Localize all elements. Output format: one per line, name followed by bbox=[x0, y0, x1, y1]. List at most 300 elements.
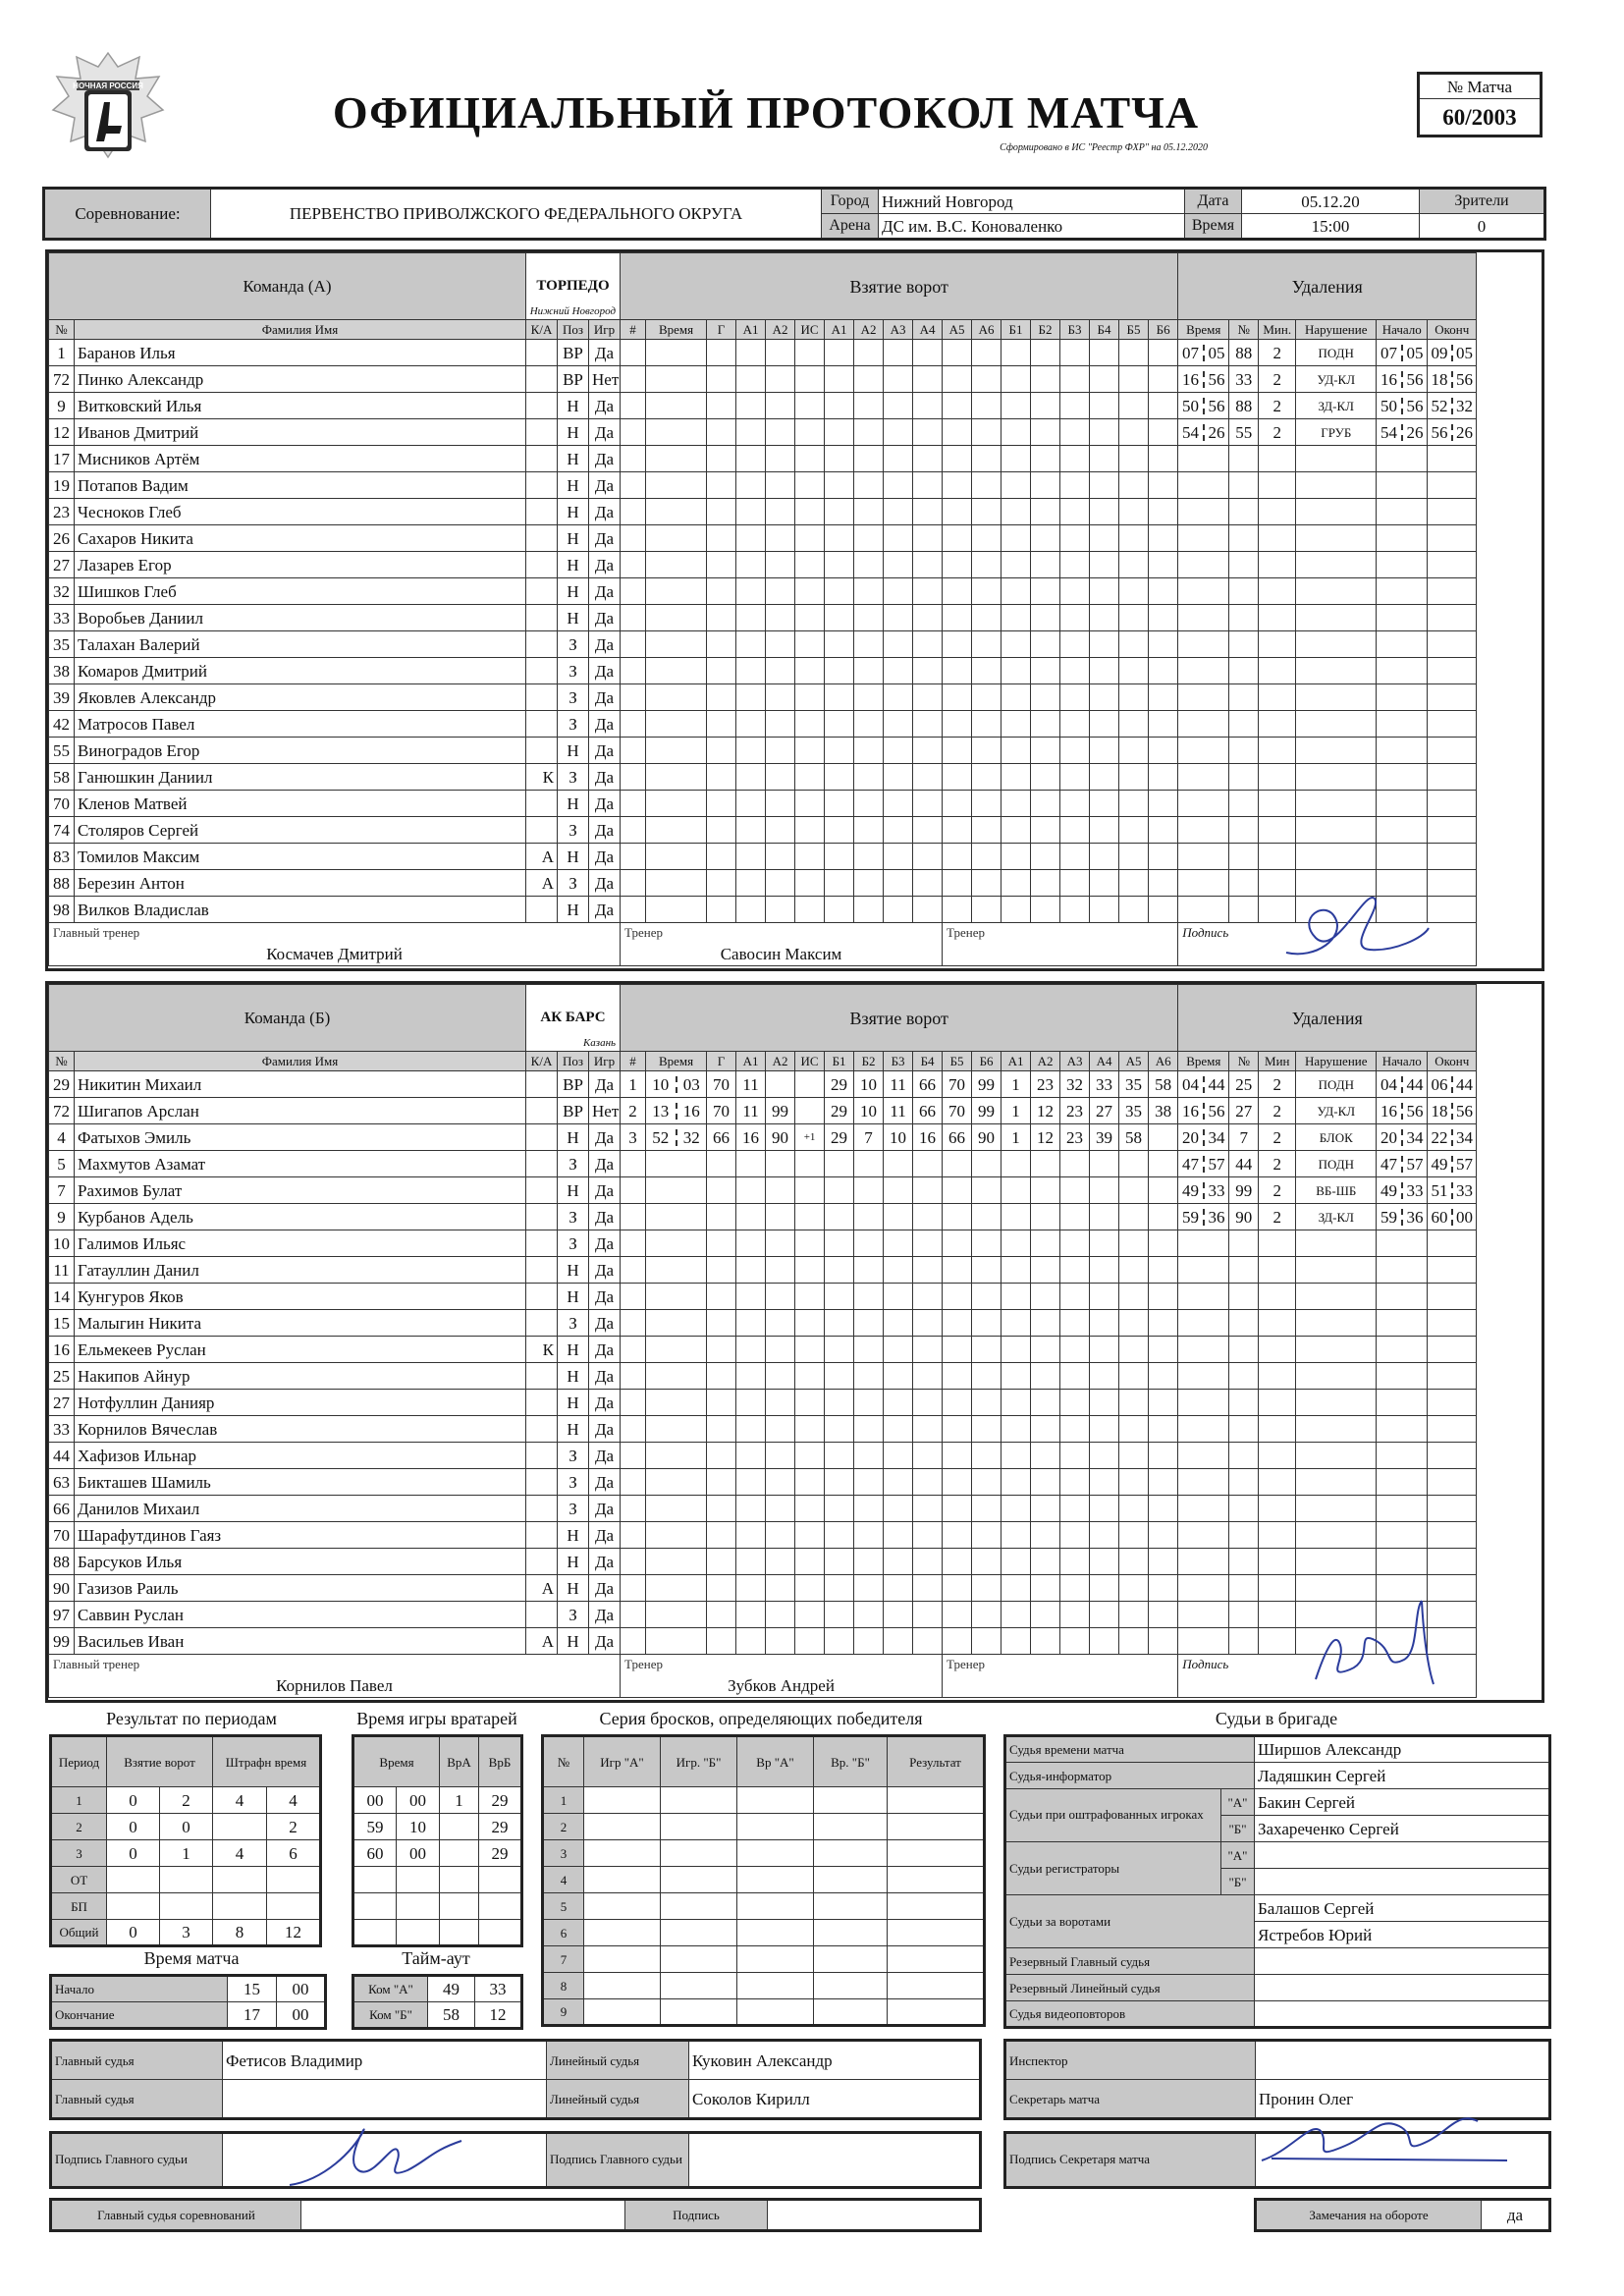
goal-on-ice bbox=[854, 844, 884, 870]
penalty-end-split bbox=[1428, 1129, 1476, 1146]
penalty-time bbox=[1178, 1522, 1229, 1549]
player-name: Саввин Руслан bbox=[75, 1602, 526, 1628]
player-captain-flag bbox=[526, 1124, 558, 1151]
goal-on-ice bbox=[1031, 1575, 1060, 1602]
penalty-end-sec: 05 bbox=[1456, 343, 1474, 362]
goal-time-split bbox=[646, 1129, 706, 1146]
penalty-time bbox=[1178, 1416, 1229, 1443]
penalty-infraction bbox=[1296, 1230, 1377, 1257]
goal-detail bbox=[766, 658, 795, 684]
goal-on-ice bbox=[1149, 1151, 1178, 1177]
goal-on-ice bbox=[1149, 1310, 1178, 1337]
team-a-block bbox=[45, 249, 1544, 971]
goal-time bbox=[646, 1177, 707, 1204]
goal-on-ice bbox=[1001, 1151, 1031, 1177]
goal-on-ice bbox=[913, 1416, 943, 1443]
goal-number bbox=[621, 1204, 646, 1230]
goal-on-ice bbox=[943, 844, 972, 870]
goal-on-ice bbox=[972, 1177, 1001, 1204]
penalty-minutes: 2 bbox=[1259, 340, 1296, 366]
table-row bbox=[49, 1177, 1477, 1204]
penalty-infraction bbox=[1296, 552, 1377, 578]
player-number: 83 bbox=[49, 844, 75, 870]
goal-on-ice bbox=[884, 1522, 913, 1549]
goal-detail bbox=[707, 791, 736, 817]
goal-number bbox=[621, 1390, 646, 1416]
player-captain-flag bbox=[526, 578, 558, 605]
goal-detail bbox=[707, 366, 736, 393]
goal-on-ice bbox=[1060, 1363, 1090, 1390]
goal-on-ice bbox=[943, 1628, 972, 1655]
player-captain-flag: К bbox=[526, 764, 558, 791]
goal-detail bbox=[766, 897, 795, 923]
player-number: 44 bbox=[49, 1443, 75, 1469]
shootout-cell bbox=[584, 1920, 661, 1946]
goal-on-ice bbox=[884, 738, 913, 764]
period-value: 0 bbox=[107, 1840, 160, 1867]
goal-time bbox=[646, 844, 707, 870]
goal-detail bbox=[736, 419, 766, 446]
reserve-line-ref-label: Резервный Линейный судья bbox=[1005, 1975, 1255, 2001]
shootout-cell bbox=[661, 1840, 737, 1867]
penalty-time-min: 54 bbox=[1178, 424, 1205, 441]
player-name: Корнилов Вячеслав bbox=[75, 1416, 526, 1443]
goal-on-ice bbox=[884, 1469, 913, 1496]
team-b-block bbox=[45, 981, 1544, 1703]
goal-on-ice bbox=[1060, 1151, 1090, 1177]
player-number: 4 bbox=[49, 1124, 75, 1151]
shootout-number: 8 bbox=[543, 1973, 584, 1999]
penalty-start-sec: 56 bbox=[1406, 1101, 1424, 1121]
goal-detail bbox=[766, 446, 795, 472]
goal-on-ice bbox=[825, 1363, 854, 1390]
shootout-cell bbox=[661, 1787, 737, 1814]
period-row bbox=[51, 1867, 321, 1893]
table-row bbox=[49, 631, 1477, 658]
goal-number bbox=[621, 446, 646, 472]
goal-on-ice bbox=[1119, 605, 1149, 631]
goal-on-ice bbox=[1001, 1204, 1031, 1230]
goal-on-ice bbox=[854, 870, 884, 897]
penalty-infraction: ЗД-КЛ bbox=[1296, 393, 1377, 419]
competition-referee-table bbox=[49, 2198, 982, 2232]
goal-on-ice bbox=[825, 499, 854, 525]
goal-on-ice bbox=[854, 658, 884, 684]
goal-on-ice bbox=[1031, 1151, 1060, 1177]
shootout-col: Игр. "Б" bbox=[661, 1736, 737, 1787]
goal-on-ice bbox=[972, 764, 1001, 791]
goal-number bbox=[621, 605, 646, 631]
periods-table bbox=[49, 1734, 322, 1947]
player-number: 15 bbox=[49, 1310, 75, 1337]
goal-on-ice bbox=[972, 1469, 1001, 1496]
penalty-end bbox=[1428, 1575, 1477, 1602]
goal-detail bbox=[736, 1363, 766, 1390]
penalty-player bbox=[1229, 658, 1259, 684]
goal-detail bbox=[795, 605, 825, 631]
player-played: Да bbox=[589, 1469, 621, 1496]
penalty-end bbox=[1428, 631, 1477, 658]
penalty-time-sec: 36 bbox=[1208, 1207, 1225, 1227]
goal-detail bbox=[795, 658, 825, 684]
goal-on-ice bbox=[1031, 605, 1060, 631]
goal-on-ice bbox=[1090, 1443, 1119, 1469]
penalty-player bbox=[1229, 1363, 1259, 1390]
goal-on-ice bbox=[854, 1230, 884, 1257]
player-number: 9 bbox=[49, 393, 75, 419]
goal-on-ice: 12 bbox=[1031, 1098, 1060, 1124]
penalty-end bbox=[1428, 419, 1477, 446]
penalty-minutes: 2 bbox=[1259, 1151, 1296, 1177]
shootout-title: Серия бросков, определяющих победителя bbox=[599, 1709, 923, 1728]
goal-on-ice bbox=[1119, 1496, 1149, 1522]
player-captain-flag bbox=[526, 658, 558, 684]
penalty-player bbox=[1229, 1337, 1259, 1363]
registrars-label: Судьи регистраторы bbox=[1005, 1842, 1221, 1895]
player-name: Малыгин Никита bbox=[75, 1310, 526, 1337]
penalty-minutes bbox=[1259, 1257, 1296, 1284]
player-name: Гатауллин Данил bbox=[75, 1257, 526, 1284]
period-value: 2 bbox=[267, 1814, 321, 1840]
goal-on-ice bbox=[1031, 1284, 1060, 1310]
goal-number bbox=[621, 366, 646, 393]
team_a-goal-col-14: Б3 bbox=[1060, 320, 1090, 340]
match-start-label: Начало bbox=[51, 1976, 228, 2002]
period-value: 0 bbox=[107, 1787, 160, 1814]
goal-detail bbox=[795, 1390, 825, 1416]
goal-on-ice bbox=[884, 1230, 913, 1257]
goal-on-ice bbox=[884, 499, 913, 525]
table-row bbox=[49, 366, 1477, 393]
goal-detail bbox=[707, 1628, 736, 1655]
goal-on-ice bbox=[1031, 1390, 1060, 1416]
goal-detail bbox=[707, 1177, 736, 1204]
penalty-start-sec: 56 bbox=[1406, 369, 1424, 389]
shootout-cell bbox=[737, 1867, 814, 1893]
penalty-time-sec: 05 bbox=[1208, 343, 1225, 362]
goal-on-ice bbox=[1001, 1496, 1031, 1522]
penalty-start-min: 07 bbox=[1377, 345, 1403, 361]
goal-on-ice bbox=[913, 658, 943, 684]
penalty-start bbox=[1377, 631, 1428, 658]
goal-on-ice bbox=[884, 684, 913, 711]
team_b-goal-col-13: А2 bbox=[1031, 1052, 1060, 1071]
penalty-infraction bbox=[1296, 844, 1377, 870]
period-value: 12 bbox=[267, 1920, 321, 1946]
team_a-table bbox=[48, 252, 1477, 966]
goal-detail bbox=[707, 817, 736, 844]
match-end-minutes: 00 bbox=[277, 2002, 326, 2029]
team_b-col-play: Игр bbox=[589, 1052, 621, 1071]
goalie-time-table bbox=[352, 1734, 523, 1947]
penalty-time bbox=[1178, 393, 1229, 419]
coach-signature bbox=[1178, 923, 1477, 966]
penalty-time-sec: 34 bbox=[1208, 1127, 1225, 1147]
coach-signature-label: Подпись bbox=[1182, 925, 1229, 940]
penalty-time-split bbox=[1178, 1156, 1228, 1173]
goal-on-ice bbox=[854, 711, 884, 738]
goal-on-ice bbox=[1119, 1522, 1149, 1549]
goal-on-ice bbox=[825, 1151, 854, 1177]
goal-on-ice bbox=[1090, 1177, 1119, 1204]
goal-on-ice bbox=[1119, 684, 1149, 711]
shootout-cell bbox=[737, 1973, 814, 1999]
player-number: 33 bbox=[49, 605, 75, 631]
goal-on-ice bbox=[1149, 1230, 1178, 1257]
player-captain-flag bbox=[526, 1257, 558, 1284]
player-captain-flag bbox=[526, 605, 558, 631]
goal-on-ice bbox=[1119, 1257, 1149, 1284]
goal-time bbox=[646, 1151, 707, 1177]
goal-on-ice bbox=[854, 1177, 884, 1204]
team_b-pen-col-2: Мин bbox=[1259, 1052, 1296, 1071]
period-value: 2 bbox=[160, 1787, 213, 1814]
goal-on-ice bbox=[1060, 844, 1090, 870]
goal-detail bbox=[766, 552, 795, 578]
goal-on-ice bbox=[1031, 446, 1060, 472]
goal-on-ice bbox=[1090, 817, 1119, 844]
goal-on-ice bbox=[972, 1310, 1001, 1337]
team_b-pen-col-5: Оконч bbox=[1428, 1052, 1477, 1071]
penalty-end bbox=[1428, 1363, 1477, 1390]
penalty-minutes bbox=[1259, 870, 1296, 897]
goal-detail bbox=[736, 1284, 766, 1310]
team_a-goal-col-17: Б6 bbox=[1149, 320, 1178, 340]
penalty-start-min: 49 bbox=[1377, 1182, 1403, 1199]
goal-on-ice bbox=[1090, 552, 1119, 578]
player-played: Да bbox=[589, 419, 621, 446]
goal-on-ice bbox=[1149, 340, 1178, 366]
goal-on-ice bbox=[1090, 366, 1119, 393]
goal-on-ice bbox=[913, 1177, 943, 1204]
goal-on-ice bbox=[884, 897, 913, 923]
penalty-start-sec: 26 bbox=[1406, 422, 1424, 442]
goal-on-ice bbox=[1031, 738, 1060, 764]
goal-on-ice bbox=[1001, 1628, 1031, 1655]
team_b-pen-col-4: Начало bbox=[1377, 1052, 1428, 1071]
timeout-a-min: 49 bbox=[428, 1976, 475, 2002]
penalty-start bbox=[1377, 1230, 1428, 1257]
penalty-end-min: 18 bbox=[1428, 371, 1453, 388]
goal-detail bbox=[795, 684, 825, 711]
goal-on-ice bbox=[1031, 1628, 1060, 1655]
goal-on-ice bbox=[1149, 738, 1178, 764]
goal-detail bbox=[766, 499, 795, 525]
goal-on-ice: 39 bbox=[1090, 1124, 1119, 1151]
penalty-time-min: 47 bbox=[1178, 1156, 1205, 1173]
goal-on-ice bbox=[884, 1575, 913, 1602]
goal-number bbox=[621, 897, 646, 923]
referees-table bbox=[1003, 1734, 1551, 2029]
player-position: З bbox=[558, 817, 589, 844]
goal-on-ice bbox=[972, 791, 1001, 817]
goal-on-ice: 23 bbox=[1060, 1098, 1090, 1124]
goal-time bbox=[646, 1098, 707, 1124]
penalty-time bbox=[1178, 1390, 1229, 1416]
goal-on-ice bbox=[943, 631, 972, 658]
player-position: Н bbox=[558, 1390, 589, 1416]
goal-on-ice bbox=[913, 631, 943, 658]
team_a-goal-col-11: А6 bbox=[972, 320, 1001, 340]
table-row bbox=[49, 1443, 1477, 1469]
shootout-cell bbox=[814, 1946, 888, 1973]
goal-detail: +1 bbox=[795, 1124, 825, 1151]
table-row bbox=[49, 1390, 1477, 1416]
penalty-player bbox=[1229, 446, 1259, 472]
goal-detail bbox=[736, 1443, 766, 1469]
goal-detail bbox=[707, 1469, 736, 1496]
goal-detail bbox=[736, 658, 766, 684]
player-captain-flag bbox=[526, 1071, 558, 1098]
shootout-cell bbox=[584, 1893, 661, 1920]
period-value bbox=[160, 1867, 213, 1893]
goalie-col-a: ВрА bbox=[440, 1736, 479, 1787]
goal-detail bbox=[795, 870, 825, 897]
penalty-end-sec: 34 bbox=[1456, 1127, 1474, 1147]
player-captain-flag bbox=[526, 1363, 558, 1390]
remarks-value: да bbox=[1482, 2200, 1550, 2231]
penalty-minutes bbox=[1259, 897, 1296, 923]
goal-on-ice bbox=[1001, 1257, 1031, 1284]
goal-on-ice bbox=[1031, 844, 1060, 870]
goal-detail bbox=[766, 393, 795, 419]
goal-on-ice bbox=[913, 1496, 943, 1522]
goal-on-ice bbox=[943, 1204, 972, 1230]
player-name: Галимов Ильяс bbox=[75, 1230, 526, 1257]
goal-on-ice bbox=[854, 631, 884, 658]
goal-on-ice bbox=[825, 1204, 854, 1230]
goal-on-ice bbox=[1060, 711, 1090, 738]
player-name: Кунгуров Яков bbox=[75, 1284, 526, 1310]
team_a-goal-col-13: Б2 bbox=[1031, 320, 1060, 340]
penalty-time bbox=[1178, 605, 1229, 631]
goal-on-ice bbox=[1001, 1602, 1031, 1628]
player-captain-flag bbox=[526, 1151, 558, 1177]
table-row bbox=[49, 605, 1477, 631]
goal-detail: 11 bbox=[736, 1098, 766, 1124]
match-end-label: Окончание bbox=[51, 2002, 228, 2029]
goal-on-ice bbox=[1001, 897, 1031, 923]
goal-on-ice bbox=[943, 1337, 972, 1363]
period-value bbox=[107, 1893, 160, 1920]
penalty-end bbox=[1428, 1628, 1477, 1655]
goal-detail bbox=[707, 605, 736, 631]
goal-on-ice bbox=[825, 897, 854, 923]
goal-on-ice bbox=[1119, 897, 1149, 923]
player-number: 88 bbox=[49, 1549, 75, 1575]
goal-judges-label: Судьи за воротами bbox=[1005, 1895, 1255, 1948]
head-coach-label: Главный тренер bbox=[53, 925, 140, 940]
goal-on-ice bbox=[825, 1257, 854, 1284]
player-position: ВР bbox=[558, 1098, 589, 1124]
goal-on-ice bbox=[972, 897, 1001, 923]
penalty-infraction: ПОДН bbox=[1296, 1151, 1377, 1177]
penalty-end-sec: 32 bbox=[1456, 396, 1474, 415]
penalty-infraction bbox=[1296, 1390, 1377, 1416]
player-captain-flag bbox=[526, 472, 558, 499]
goal-on-ice bbox=[1119, 578, 1149, 605]
goal-on-ice bbox=[1001, 1416, 1031, 1443]
coach-1 bbox=[621, 923, 943, 966]
coach-1-value: Савосин Максим bbox=[720, 945, 842, 963]
goal-detail bbox=[795, 1337, 825, 1363]
penalty-player: 55 bbox=[1229, 419, 1259, 446]
player-played: Да bbox=[589, 711, 621, 738]
goal-on-ice bbox=[1119, 1628, 1149, 1655]
team_a-pen-col-1: № bbox=[1229, 320, 1259, 340]
goal-on-ice bbox=[1149, 817, 1178, 844]
goal-on-ice bbox=[825, 764, 854, 791]
goal-on-ice: 66 bbox=[913, 1098, 943, 1124]
player-captain-flag bbox=[526, 340, 558, 366]
goal-on-ice bbox=[884, 1310, 913, 1337]
penalty-start-split bbox=[1377, 345, 1427, 361]
penalty-end-sec: 00 bbox=[1456, 1207, 1474, 1227]
goal-on-ice bbox=[1149, 605, 1178, 631]
goal-detail bbox=[795, 1363, 825, 1390]
goal-on-ice bbox=[1001, 791, 1031, 817]
goal-detail bbox=[707, 764, 736, 791]
coach-1-label: Тренер bbox=[624, 925, 663, 940]
player-number: 23 bbox=[49, 499, 75, 525]
player-position: З bbox=[558, 711, 589, 738]
penalty-time-sec: 44 bbox=[1208, 1074, 1225, 1094]
player-captain-flag bbox=[526, 1177, 558, 1204]
table-row bbox=[49, 1416, 1477, 1443]
goalie-value bbox=[353, 1893, 397, 1920]
periods-col-period: Период bbox=[51, 1736, 107, 1787]
goal-on-ice bbox=[972, 711, 1001, 738]
player-position: Н bbox=[558, 791, 589, 817]
shootout-cell bbox=[814, 1787, 888, 1814]
penalty-player bbox=[1229, 605, 1259, 631]
goal-on-ice bbox=[972, 1204, 1001, 1230]
goal-number bbox=[621, 419, 646, 446]
goal-on-ice bbox=[1149, 578, 1178, 605]
penalty-time bbox=[1178, 897, 1229, 923]
goal-on-ice bbox=[1149, 1284, 1178, 1310]
goal-on-ice bbox=[1060, 738, 1090, 764]
goal-time bbox=[646, 499, 707, 525]
penalty-infraction bbox=[1296, 870, 1377, 897]
goalie-time-title: Время игры вратарей bbox=[356, 1709, 517, 1728]
player-position: Н bbox=[558, 844, 589, 870]
goal-on-ice bbox=[854, 1443, 884, 1469]
penalty-player bbox=[1229, 631, 1259, 658]
player-played: Да bbox=[589, 1151, 621, 1177]
player-number: 32 bbox=[49, 578, 75, 605]
goal-on-ice bbox=[884, 631, 913, 658]
goal-on-ice bbox=[854, 419, 884, 446]
penalty-time bbox=[1178, 1151, 1229, 1177]
goal-number bbox=[621, 870, 646, 897]
shootout-row bbox=[543, 1999, 985, 2026]
goal-time bbox=[646, 1575, 707, 1602]
goal-on-ice bbox=[884, 366, 913, 393]
goal-on-ice: 35 bbox=[1119, 1071, 1149, 1098]
goal-on-ice bbox=[1119, 1363, 1149, 1390]
player-captain-flag bbox=[526, 1204, 558, 1230]
team_a-goal-col-7: А2 bbox=[854, 320, 884, 340]
date-label: Дата bbox=[1185, 189, 1242, 214]
goal-time bbox=[646, 525, 707, 552]
goalie-col-b: ВрБ bbox=[479, 1736, 522, 1787]
player-captain-flag bbox=[526, 1443, 558, 1469]
goal-detail bbox=[795, 1257, 825, 1284]
player-position: З bbox=[558, 1151, 589, 1177]
penalty-start bbox=[1377, 419, 1428, 446]
goal-on-ice bbox=[884, 1390, 913, 1416]
